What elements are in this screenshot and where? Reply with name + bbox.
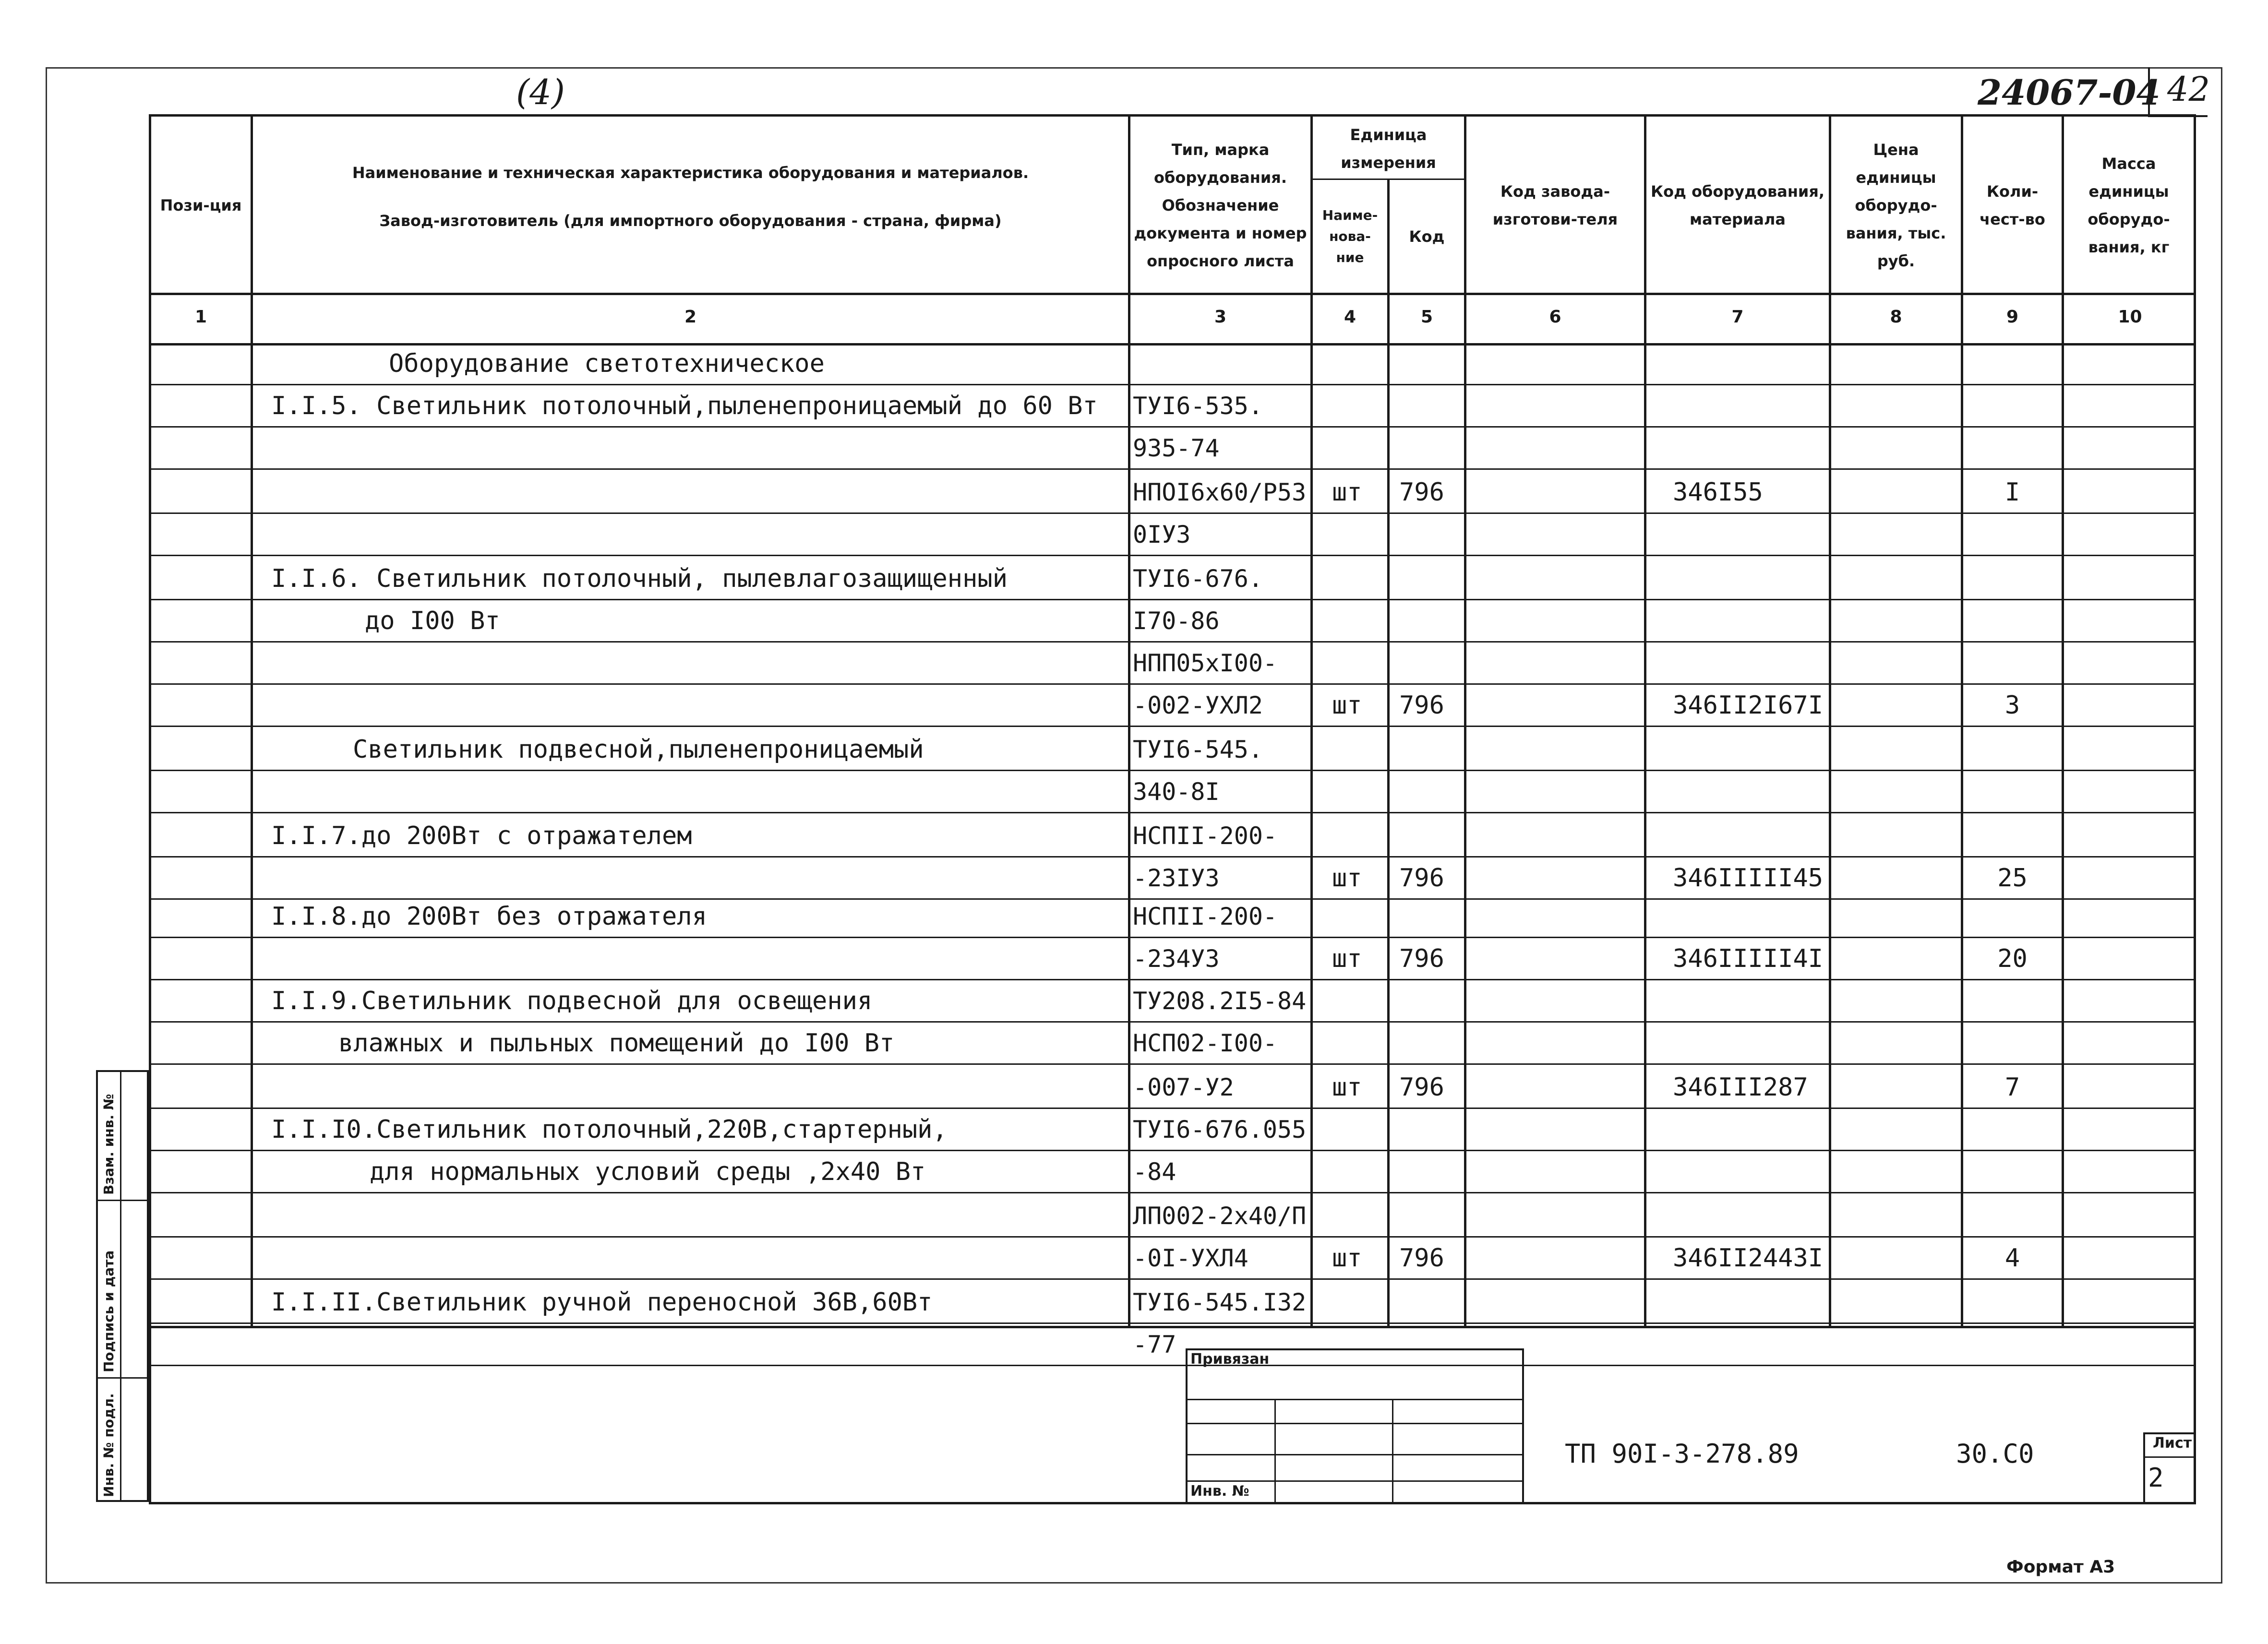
column-number: 10 (2118, 307, 2142, 327)
row-line (149, 1150, 2196, 1151)
row-line (149, 641, 2196, 643)
row-name: I.I.I0.Светильник потолочный,220В,стартерный, (271, 1115, 948, 1144)
row-quantity: 20 (1997, 944, 2028, 973)
row-type: НСПII-200- (1133, 903, 1278, 930)
row-type: 0IУ3 (1133, 521, 1191, 548)
row-line (149, 1322, 2196, 1324)
row-type: ТУI6-545. (1133, 736, 1263, 763)
row-unit: шт (1332, 478, 1362, 507)
doc-number: 24067-04 (1978, 72, 2160, 113)
row-name: I.I.7.до 200Вт с отражателем (271, 822, 692, 850)
row-line (149, 1063, 2196, 1065)
row-unit-code: 796 (1399, 1244, 1444, 1273)
hdr-quantity: Коли-чест-во (1980, 182, 2045, 228)
row-quantity: 25 (1997, 864, 2028, 893)
privyazan-line-3 (1186, 1454, 1524, 1455)
column-number: 3 (1214, 307, 1227, 327)
row-line (149, 770, 2196, 771)
row-name: Светильник подвесной,пыленепроницаемый (353, 735, 924, 764)
spec-table (149, 114, 2196, 1328)
row-type: I70-86 (1133, 607, 1220, 635)
row-material-code: 346IIIII45 (1673, 864, 1824, 893)
column-number: 2 (684, 307, 697, 327)
row-type: 935-74 (1133, 434, 1220, 462)
row-material-code: 346IIIII4I (1673, 944, 1824, 973)
row-material-code: 346II2I67I (1673, 691, 1824, 720)
hdr-unit-name: Наиме-нова-ние (1322, 207, 1378, 265)
list-label: Лист (2153, 1435, 2192, 1452)
column-number: 7 (1731, 307, 1744, 327)
privyazan-vline-1 (1274, 1399, 1276, 1504)
column-number: 1 (194, 307, 207, 327)
row-line (149, 1021, 2196, 1023)
row-quantity: I (2004, 478, 2020, 507)
privyazan-vline-2 (1392, 1399, 1393, 1504)
row-unit-code: 796 (1399, 691, 1444, 720)
row-type: -002-УХЛ2 (1133, 691, 1263, 719)
list-number: 2 (2148, 1463, 2164, 1493)
column-number: 9 (2006, 307, 2019, 327)
row-type: -0I-УХЛ4 (1133, 1244, 1248, 1272)
column-number: 4 (1344, 307, 1356, 327)
hdr-unit-group: Единица измерения (1341, 126, 1436, 172)
row-type: НСП02-I00- (1133, 1029, 1278, 1057)
hdr-price: Цена единицы оборудо-вания, тыс. руб. (1846, 140, 1946, 270)
row-type: НПП05хI00- (1133, 649, 1278, 677)
row-quantity: 4 (2004, 1244, 2020, 1273)
colnum-bottom-line (149, 343, 2196, 345)
row-type: ТУI6-535. (1133, 392, 1263, 420)
row-name: I.I.8.до 200Вт без отражателя (271, 902, 707, 931)
row-line (149, 599, 2196, 600)
side-stamp-divider-1 (96, 1200, 149, 1201)
row-unit: шт (1332, 864, 1362, 893)
col-line-8 (1961, 114, 1963, 1328)
privyazan-line-2 (1186, 1423, 1524, 1424)
inv-no-label: Инв. № (1190, 1483, 1249, 1500)
row-type: НПОI6х60/Р53 (1133, 478, 1307, 506)
side-label-podpis: Подпись и дата (101, 1250, 117, 1372)
row-quantity: 3 (2004, 691, 2020, 720)
privyazan-label: Привязан (1190, 1351, 1270, 1368)
row-line (149, 426, 2196, 428)
row-line (149, 1278, 2196, 1280)
col-line-6 (1644, 114, 1646, 1328)
project-code: ТП 90I-3-278.89 (1565, 1439, 1799, 1469)
row-type: -007-У2 (1133, 1073, 1234, 1101)
row-line (149, 683, 2196, 685)
row-line (149, 1192, 2196, 1193)
section-code: 30.С0 (1956, 1439, 2034, 1469)
sheet-corner-number: 42 (2167, 70, 2210, 109)
row-line (149, 1365, 2196, 1366)
header-bottom-line (149, 293, 2196, 295)
row-unit: шт (1332, 1244, 1362, 1273)
row-unit-code: 796 (1399, 478, 1444, 507)
row-line (149, 937, 2196, 938)
privyazan-line-4 (1186, 1480, 1524, 1482)
row-name: I.I.5. Светильник потолочный,пыленепроницаемый до 60 Вт (271, 392, 1098, 420)
row-type: 340-8I (1133, 778, 1220, 806)
col-line-2 (1128, 114, 1130, 1328)
row-type: ЛП002-2х40/П (1133, 1202, 1307, 1230)
row-line (149, 812, 2196, 813)
row-material-code: 346I55 (1673, 478, 1763, 507)
row-type: НСПII-200- (1133, 822, 1278, 850)
row-line (149, 384, 2196, 385)
row-type: ТУI6-676. (1133, 565, 1263, 593)
hdr-name-line1: Наименование и техническая характеристика оборудования и материалов. (352, 164, 1029, 182)
col-line-4 (1387, 179, 1390, 1328)
row-line (149, 1108, 2196, 1109)
row-name: I.I.6. Светильник потолочный, пылевлагозащищенный (271, 564, 1008, 593)
row-material-code: 346III287 (1673, 1073, 1808, 1102)
col-line-7 (1829, 114, 1831, 1328)
row-type: -77 (1133, 1331, 1176, 1358)
row-line (149, 726, 2196, 727)
row-name: I.I.9.Светильник подвесной для освещения (271, 987, 873, 1015)
row-material-code: 346II2443I (1673, 1244, 1824, 1273)
row-name: до I00 Вт (365, 607, 500, 635)
hdr-factory-code: Код завода-изготови-теля (1492, 182, 1618, 228)
row-line (149, 856, 2196, 858)
row-type: -23IУ3 (1133, 864, 1220, 892)
row-type: ТУI6-545.I32 (1133, 1288, 1307, 1316)
hdr-mass: Масса единицы оборудо-вания, кг (2088, 154, 2170, 256)
row-type: -234У3 (1133, 945, 1220, 973)
row-type: ТУI6-676.055 (1133, 1116, 1307, 1144)
row-type: -84 (1133, 1158, 1176, 1186)
row-line (149, 512, 2196, 514)
sheet-label: (4) (516, 72, 565, 112)
format-label: Формат А3 (2006, 1557, 2115, 1577)
row-unit: шт (1332, 944, 1362, 973)
row-line (149, 979, 2196, 980)
col-line-9 (2062, 114, 2064, 1328)
row-name: I.I.II.Светильник ручной переносной 36В,60Вт (271, 1288, 933, 1317)
row-name: для нормальных условий среды ,2х40 Вт (370, 1157, 926, 1186)
col-line-1 (251, 114, 253, 1328)
hdr-name-line2: Завод-изготовитель (для импортного оборудования - страна, фирма) (379, 212, 1002, 230)
row-line (149, 468, 2196, 470)
row-line (149, 555, 2196, 556)
privyazan-line-1 (1186, 1399, 1524, 1400)
col-line-5 (1464, 114, 1466, 1328)
row-line (149, 1236, 2196, 1238)
side-stamp-divider-2 (96, 1377, 149, 1379)
row-unit-code: 796 (1399, 1073, 1444, 1102)
column-number: 5 (1420, 307, 1433, 327)
row-line (149, 898, 2196, 900)
side-stamp-vdivider (120, 1070, 121, 1502)
list-box-divider (2143, 1456, 2196, 1458)
side-label-vzam: Взам. инв. № (101, 1094, 117, 1195)
titleblock-left (149, 1328, 151, 1504)
hdr-type: Тип, марка оборудования. Обозначение документа и номер опросного листа (1134, 140, 1307, 270)
row-type: ТУ208.2I5-84 (1133, 987, 1307, 1015)
row-name: влажных и пыльных помещений до I00 Вт (338, 1029, 895, 1058)
column-number: 8 (1890, 307, 1902, 327)
side-label-inv: Инв. № подл. (101, 1393, 117, 1497)
row-quantity: 7 (2004, 1073, 2020, 1102)
hdr-material-code: Код оборудования, материала (1650, 182, 1825, 228)
column-number: 6 (1549, 307, 1561, 327)
row-name: Оборудование светотехническое (389, 349, 825, 378)
titleblock-bottom (149, 1502, 2196, 1504)
row-unit-code: 796 (1399, 944, 1444, 973)
hdr-unit-code: Код (1409, 227, 1445, 246)
row-unit-code: 796 (1399, 864, 1444, 893)
hdr-position: Пози-ция (160, 196, 242, 214)
col-line-3 (1310, 114, 1313, 1328)
row-unit: шт (1332, 1073, 1362, 1102)
row-unit: шт (1332, 691, 1362, 720)
